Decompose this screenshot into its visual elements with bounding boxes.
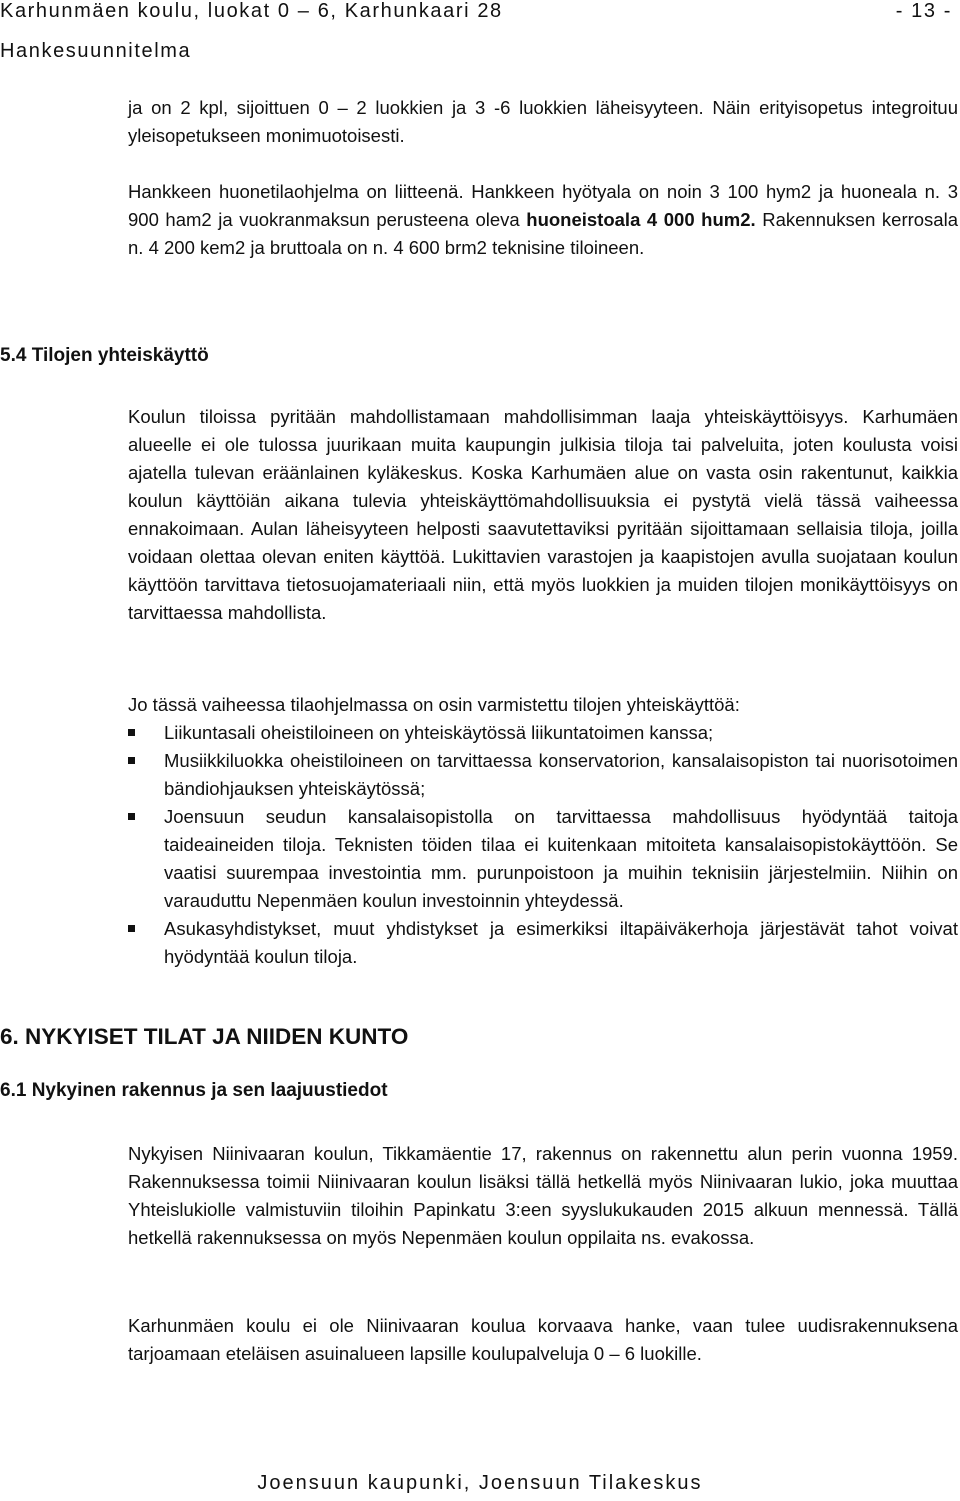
header-title: Karhunmäen koulu, luokat 0 – 6, Karhunkaari 28 xyxy=(0,0,503,22)
intro-paragraph-2 xyxy=(128,178,958,262)
intro-text-b: Rakennuksen kerrosala n. 4 200 kem2 ja bruttoala on n. 4 600 brm2 teknisine tiloineen. xyxy=(128,209,958,258)
bullet-square-icon xyxy=(128,729,135,736)
header-subtitle: Hankesuunnitelma xyxy=(0,40,192,62)
section-6-heading: 6. NYKYISET TILAT JA NIIDEN KUNTO xyxy=(0,1024,409,1049)
intro-paragraph-1: ja on 2 kpl, sijoittuen 0 – 2 luokkien ja 3 -6 luokkien läheisyyteen. Näin erityisopetus integroituu yleisopetukseen monimuotoisesti. xyxy=(128,97,958,146)
section-5-4-list-block xyxy=(128,691,958,971)
page-footer: Joensuun kaupunki, Joensuun Tilakeskus xyxy=(257,1472,703,1494)
intro-text-a: Hankkeen huonetilaohjelma on liitteenä. Hankkeen hyötyala on noin 3 100 hym2 ja huoneala n. 3 900 ham2 ja vuokranmaksun perusteena oleva xyxy=(128,181,958,230)
section-6-1-heading: 6.1 Nykyinen rakennus ja sen laajuustiedot xyxy=(0,1080,388,1101)
page-number: - 13 - xyxy=(895,0,952,22)
list-intro: Jo tässä vaiheessa tilaohjelmassa on osin varmistettu tilojen yhteiskäyttöä: xyxy=(128,694,740,715)
list-item: Joensuun seudun kansalaisopistolla on tarvittaessa mahdollisuus hyödyntää taitoja taideaineiden tiloja. Teknisten töiden tilaa ei kuitenkaan mitoiteta kansalaisopistokäyttöön. Se vaatisi suurempaa investointia mm. purunpoistoon ja muihin teknisiin järjestelmiin. Niihin on varauduttu Nepenmäen koulun investoinnin yhteydessä. xyxy=(128,803,958,915)
list-item: Musiikkiluokka oheistiloineen on tarvittaessa konservatorion, kansalaisopiston tai nuorisotoimen bändiohjauksen yhteiskäytössä; xyxy=(128,747,958,803)
section-6-1-paragraph-2: Karhunmäen koulu ei ole Niinivaaran koulua korvaava hanke, vaan tulee uudisrakennuksena tarjoamaan eteläisen asuinalueen lapsille koulupalveluja 0 – 6 luokille. xyxy=(128,1315,958,1364)
list-item: Asukasyhdistykset, muut yhdistykset ja esimerkiksi iltapäiväkerhoja järjestävät tahot voivat hyödyntää koulun tiloja. xyxy=(128,915,958,971)
section-5-4-heading: 5.4 Tilojen yhteiskäyttö xyxy=(0,345,209,366)
intro-text-bold: huoneistoala 4 000 hum2. xyxy=(526,209,756,230)
bullet-square-icon xyxy=(128,757,135,764)
bullet-square-icon xyxy=(128,925,135,932)
section-5-4-paragraph: Koulun tiloissa pyritään mahdollistamaan mahdollisimman laaja yhteiskäyttöisyys. Karhumäen alueelle ei ole tulossa juurikaan muita kaupungin julkisia tiloja tai palveluita, joten koulusta voisi ajatella tulevan eräänlainen kyläkeskus. Koska Karhumäen alue on vasta osin rakentunut, kaikkia koulun käyttöiän aikana tulevia yhteiskäyttömahdollisuuksia ei pystytä vielä tässä vaiheessa ennakoimaan. Aulan läheisyyteen helposti saavutettaviksi pyritään sijoittamaan sellaisia tiloja, joilla voidaan olettaa olevan eniten käyttöä. Lukittavien varastojen ja kaapistojen avulla suojataan koulun käyttöön tarvittava tietosuojamateriaali niin, että myös luokkien ja muiden tilojen monikäyttöisyys on tarvittaessa mahdollista. xyxy=(128,406,958,623)
bullet-square-icon xyxy=(128,813,135,820)
list-item: Liikuntasali oheistiloineen on yhteiskäytössä liikuntatoimen kanssa; xyxy=(128,719,958,747)
section-6-1-paragraph-1: Nykyisen Niinivaaran koulun, Tikkamäentie 17, rakennus on rakennettu alun perin vuonna 1959. Rakennuksessa toimii Niinivaaran koulun lisäksi tällä hetkellä myös Niinivaaran lukio, joka muuttaa Yhteislukiolle valmistuviin tiloihin Papinkatu 3:een syyslukukauden 2015 alkuun mennessä. Tällä hetkellä rakennuksessa on myös Nepenmäen koulun oppilaita ns. evakossa. xyxy=(128,1143,958,1248)
bullet-list xyxy=(128,719,958,971)
